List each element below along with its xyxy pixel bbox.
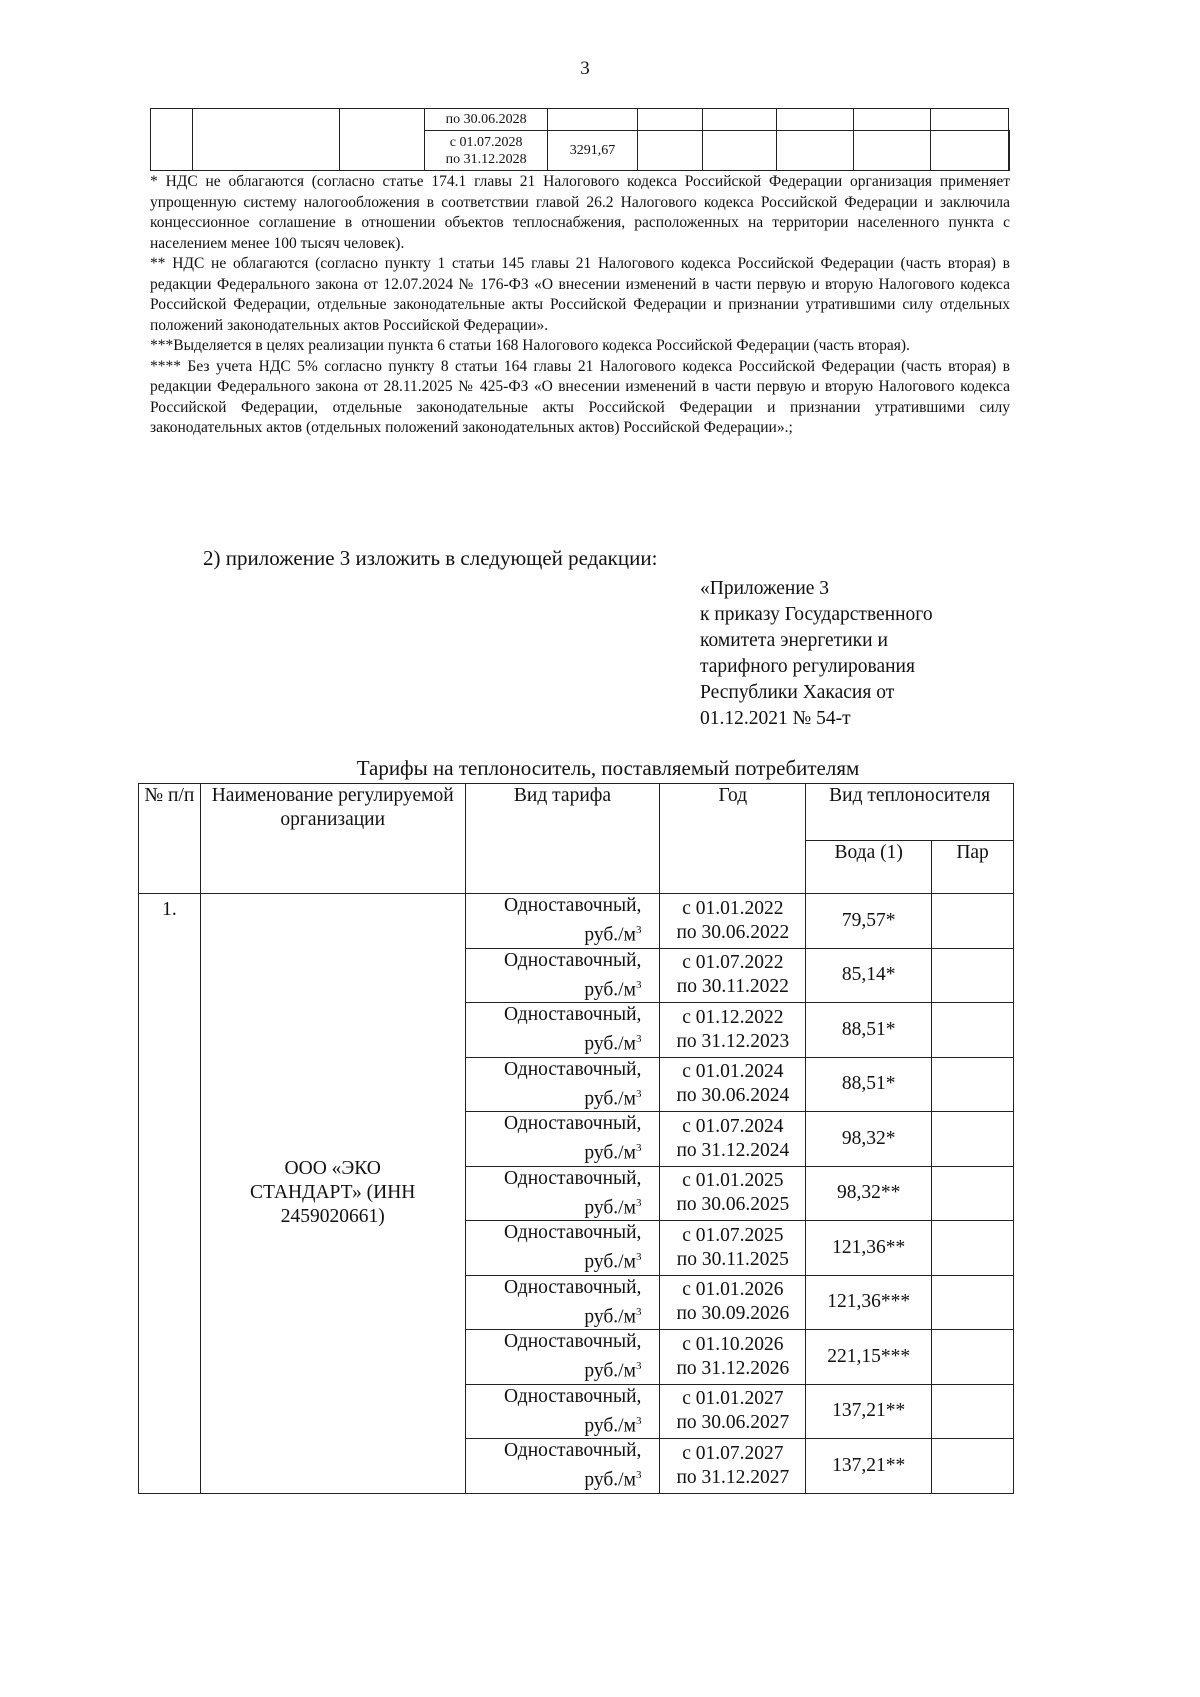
tariff-type: Одноставочный, $руб./м^3$	[465, 894, 660, 949]
tariff-table	[138, 783, 1014, 1494]
period: с 01.01.2027 по 30.06.2027	[660, 1384, 806, 1439]
header-year: Год	[660, 784, 806, 894]
header-carrier: Вид теплоносителя	[806, 784, 1014, 841]
steam-tariff	[932, 1330, 1014, 1385]
period: с 01.01.2026 по 30.09.2026	[660, 1275, 806, 1330]
footnote: ** НДС не облагаются (согласно пункту 1 статьи 145 главы 21 Налогового кодекса Российской Федерации (часть вторая) в редакции Федерального закона от 12.07.2024 № 176-ФЗ «О внесении изменений в части первую и вторую Налогового кодекса Российской Федерации, отдельные законодательные акты Российской Федерации и признании утратившими силу отдельных положений законодательных актов Российской Федерации».	[150, 255, 1010, 334]
period: с 01.07.2022 по 30.11.2022	[660, 948, 806, 1003]
steam-tariff	[932, 1221, 1014, 1276]
water-tariff: 137,21**	[806, 1384, 932, 1439]
org-name: ООО «ЭКО СТАНДАРТ» (ИНН 2459020661)	[200, 894, 465, 1494]
steam-tariff	[932, 1166, 1014, 1221]
water-tariff: 85,14*	[806, 948, 932, 1003]
steam-tariff	[932, 894, 1014, 949]
amendment-item: 2) приложение 3 изложить в следующей редакции:	[203, 546, 658, 570]
header-water: Вода (1)	[806, 841, 932, 894]
table-row	[139, 894, 1014, 949]
tariff-type: Одноставочный, $руб./м^3$	[465, 1275, 660, 1330]
tariff-type: Одноставочный, $руб./м^3$	[465, 1384, 660, 1439]
steam-tariff	[932, 1003, 1014, 1058]
period: с 01.01.2025 по 30.06.2025	[660, 1166, 806, 1221]
tariff-type: Одноставочный, $руб./м^3$	[465, 1221, 660, 1276]
steam-tariff	[932, 948, 1014, 1003]
tariff-type: Одноставочный, $руб./м^3$	[465, 1057, 660, 1112]
header-type: Вид тарифа	[465, 784, 660, 894]
appendix-line: к приказу Государственного	[700, 604, 933, 625]
header-num: № п/п	[139, 784, 201, 894]
water-tariff: 98,32**	[806, 1166, 932, 1221]
appendix-line: Республики Хакасия от	[700, 682, 895, 703]
period: с 01.01.2022 по 30.06.2022	[660, 894, 806, 949]
period: с 01.07.2024 по 31.12.2024	[660, 1112, 806, 1167]
appendix-line: «Приложение 3	[700, 578, 830, 599]
footnote: ***Выделяется в целях реализации пункта 6 статьи 168 Налогового кодекса Российской Федерации (часть вторая).	[150, 337, 910, 354]
appendix-line: комитета энергетики и	[700, 630, 888, 651]
period: с 01.01.2024 по 30.06.2024	[660, 1057, 806, 1112]
appendix-line: тарифного регулирования	[700, 656, 915, 677]
tariff-type: Одноставочный, $руб./м^3$	[465, 948, 660, 1003]
period-cell: с 01.07.2028 по 31.12.2028	[425, 131, 548, 171]
period: с 01.12.2022 по 31.12.2023	[660, 1003, 806, 1058]
row-number: 1.	[139, 894, 201, 1494]
tariff-type: Одноставочный, $руб./м^3$	[465, 1166, 660, 1221]
steam-tariff	[932, 1057, 1014, 1112]
tariff-type: Одноставочный, $руб./м^3$	[465, 1112, 660, 1167]
water-tariff: 221,15***	[806, 1330, 932, 1385]
period: с 01.07.2025 по 30.11.2025	[660, 1221, 806, 1276]
table-title: Тарифы на теплоноситель, поставляемый потребителям	[356, 756, 860, 780]
water-tariff: 137,21**	[806, 1439, 932, 1494]
steam-tariff	[932, 1275, 1014, 1330]
appendix-line: 01.12.2021 № 54-т	[700, 708, 851, 729]
continued-table	[150, 108, 1010, 171]
water-tariff: 121,36**	[806, 1221, 932, 1276]
period-cell: по 30.06.2028	[425, 109, 548, 131]
water-tariff: 88,51*	[806, 1057, 932, 1112]
water-tariff: 121,36***	[806, 1275, 932, 1330]
period: с 01.07.2027 по 31.12.2027	[660, 1439, 806, 1494]
tariff-type: Одноставочный, $руб./м^3$	[465, 1439, 660, 1494]
tariff-type: Одноставочный, $руб./м^3$	[465, 1003, 660, 1058]
footnote: * НДС не облагаются (согласно статье 174.1 главы 21 Налогового кодекса Российской Федерации организация применяет упрощенную систему налогообложения в соответствии главой 26.2 Налогового кодекса Российской Федерации и заключила концессионное соглашение в отношении объектов теплоснабжения, расположенных на территории населенного пункта с населением менее 100 тысяч человек).	[150, 173, 1010, 252]
appendix-header	[700, 576, 933, 732]
steam-tariff	[932, 1384, 1014, 1439]
steam-tariff	[932, 1439, 1014, 1494]
steam-tariff	[932, 1112, 1014, 1167]
water-tariff: 98,32*	[806, 1112, 932, 1167]
period: с 01.10.2026 по 31.12.2026	[660, 1330, 806, 1385]
footnote: **** Без учета НДС 5% согласно пункту 8 статьи 164 главы 21 Налогового кодекса Российской Федерации (часть вторая) в редакции Федерального закона от 28.11.2025 № 425-ФЗ «О внесении изменений в части первую и вторую Налогового кодекса Российской Федерации, отдельные законодательные акты Российской Федерации и признании утратившими силу законодательных актов (отдельных положений законодательных актов) Российской Федерации».;	[150, 357, 1010, 436]
header-steam: Пар	[932, 841, 1014, 894]
water-tariff: 88,51*	[806, 1003, 932, 1058]
page-number: 3	[580, 58, 590, 79]
tariff-type: Одноставочный, $руб./м^3$	[465, 1330, 660, 1385]
footnotes	[150, 172, 1010, 439]
value-cell: 3291,67	[548, 131, 638, 171]
water-tariff: 79,57*	[806, 894, 932, 949]
header-org: Наименование регулируемой организации	[200, 784, 465, 894]
